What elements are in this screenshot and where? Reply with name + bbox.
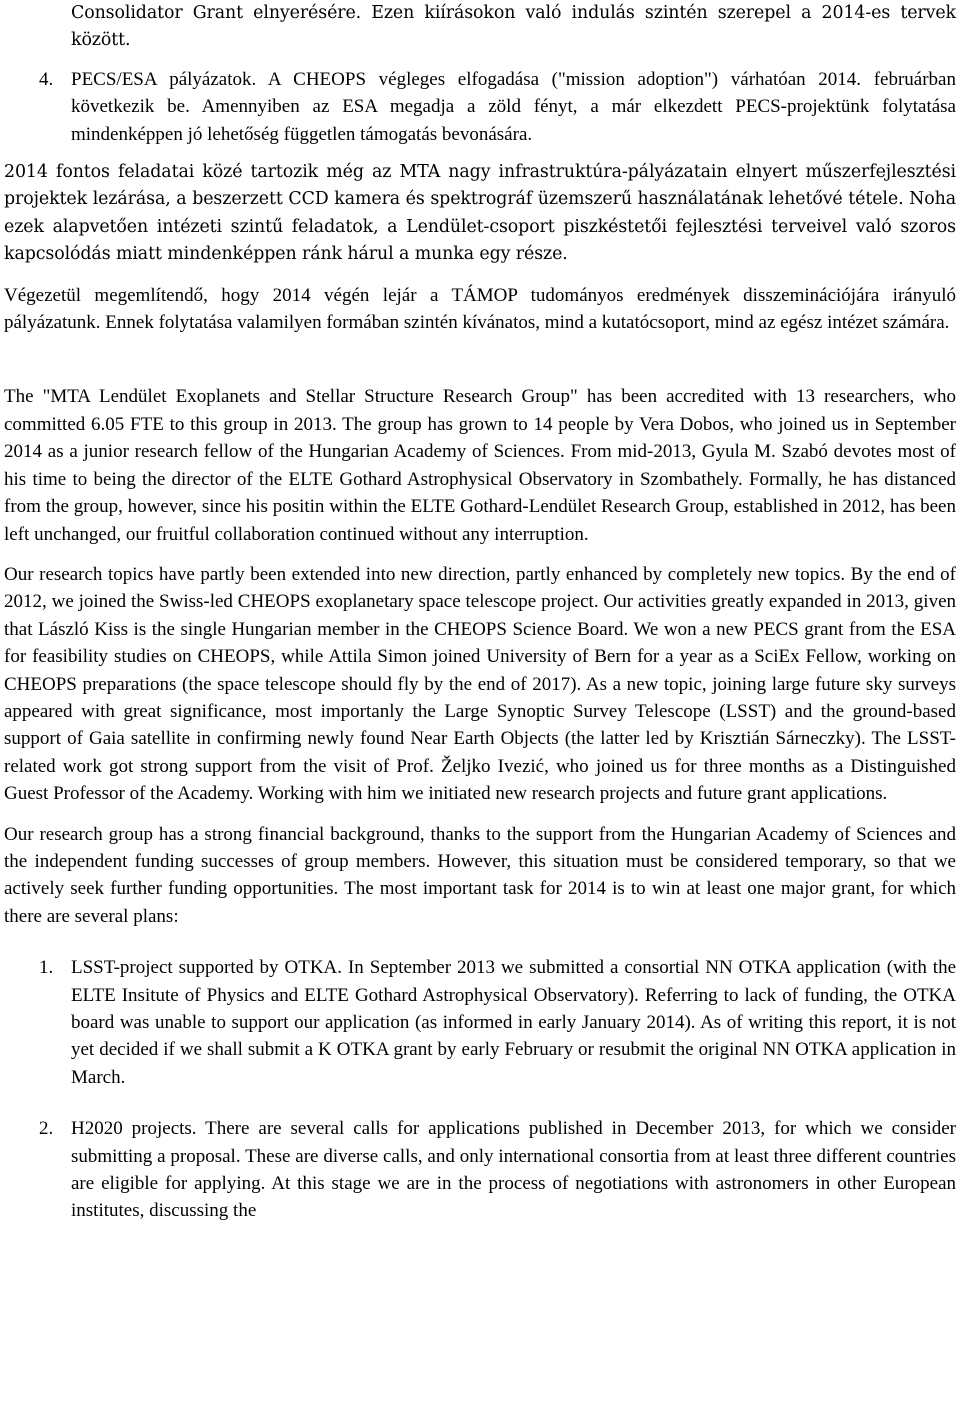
en-list-item-1-text: LSST-project supported by OTKA. In September 2013 we submitted a consortial NN OTKA application (with the ELTE Insitute of Physics and ELTE Gothard Astrophysical Observatory). Referring to lack of funding, the OTKA board was unable to support our application (as informed in early January 2014). As of writing this report, it is not yet decided if we shall submit a K OTKA grant by early February or resubmit the original NN OTKA application in March.	[71, 957, 956, 1088]
hu-paragraph-2014-a: 2014 fontos feladatai közé tartozik még az MTA nagy infrastruktúra-pályázatain elnyert műszerfejlesztési projektek lezárása, a beszerzett CCD kamera és spektrográf üzemszerű használatának lehetővé tétele.	[4, 162, 956, 210]
en-paragraph-group: The "MTA Lendület Exoplanets and Stellar Structure Research Group" has been accredited with 13 researchers, who committed 6.05 FTE to this group in 2013. The group has grown to 14 people by Vera Dobos, who joined us in September 2014 as a junior research fellow of the Hungarian Academy of Sciences. From mid-2013, Gyula M. Szabó devotes most of his time to being the director of the ELTE Gothard Astrophysical Observatory in Szombathely. Formally, he has distanced from the group, however, since his positin within the ELTE Gothard-Lendület Research Group, established in 2012, has been left unchanged, our fruitful collaboration continued without any interruption.	[4, 386, 956, 545]
hu-consolidator-continuation	[4, 0, 956, 55]
hu-list-item-4-number: 4.	[39, 68, 54, 90]
en-list-item-2	[4, 1115, 956, 1225]
en-list-item-1	[4, 954, 956, 1091]
en-list-item-1-number: 1.	[39, 957, 54, 979]
hu-paragraph-vegezetul: Végezetül megemlítendő, hogy 2014 végén lejár a TÁMOP tudományos eredmények disszeminációjára irányuló pályázatunk. Ennek folytatása valamilyen formában szintén kívánatos, mind a kutatócsoport, mind az egész intézet számára.	[4, 284, 956, 334]
text-column	[4, 0, 956, 1225]
hu-consolidator-text: Consolidator Grant elnyerésére. Ezen kiírásokon való indulás szintén szerepel a 2014-es tervek között.	[71, 3, 956, 51]
hu-paragraph-2014-b: Noha ezek alapvetően intézeti szintű feladatok, a Lendület-csoport piszkéstetői fejlesztési terveivel való szoros kapcsolódás miatt mindenképpen ránk hárul a munka egy része.	[4, 189, 956, 265]
en-paragraph-topics: Our research topics have partly been extended into new direction, partly enhanced by completely new topics. By the end of 2012, we joined the Swiss-led CHEOPS exoplanetary space telescope project. Our activities greatly expanded in 2013, given that László Kiss is the single Hungarian member in the CHEOPS Science Board. We won a new PECS grant from the ESA for feasibility studies on CHEOPS, while Attila Simon joined University of Bern for a year as a SciEx Fellow, working on CHEOPS preparations (the space telescope should fly by the end of 2017). As a new topic, joining large future sky surveys appeared with great significance, most importanly the Large Synoptic Survey Telescope (LSST) and the ground-based support of Gaia satellite in confirming newly found Near Earth Objects (the latter led by Krisztián Sárneczky). The LSST-related work got strong support from the visit of Prof. Željko Ivezić, who joined us for three months as a Distinguished Guest Professor of the Academy. Working with him we initiated new research projects and future grant applications.	[4, 563, 956, 805]
hu-list-item-4	[4, 66, 956, 148]
hu-paragraph-2014	[4, 159, 956, 269]
en-paragraph-finance: Our research group has a strong financial background, thanks to the support from the Hungarian Academy of Sciences and the independent funding successes of group members. However, this situation must be considered temporary, so that we actively seek further funding opportunities. The most important task for 2014 is to win at least one major grant, for which there are several plans:	[4, 823, 956, 927]
hu-list-item-4-text: PECS/ESA pályázatok. A CHEOPS végleges elfogadása ("mission adoption") várhatóan 2014. februárban következik be. Amennyiben az ESA megadja a zöld fényt, a már elkezdett PECS-projektünk folytatása mindenképpen jó lehetőség független támogatás bevonására.	[71, 68, 956, 145]
en-list-item-2-number: 2.	[39, 1118, 54, 1140]
en-list-item-2-text: H2020 projects. There are several calls for applications published in December 2013, for which we consider submitting a proposal. These are diverse calls, and only international consortia from at least three different countries are eligible for applying. At this stage we are in the process of negotiations with astronomers in other European institutes, discussing the	[71, 1118, 956, 1222]
